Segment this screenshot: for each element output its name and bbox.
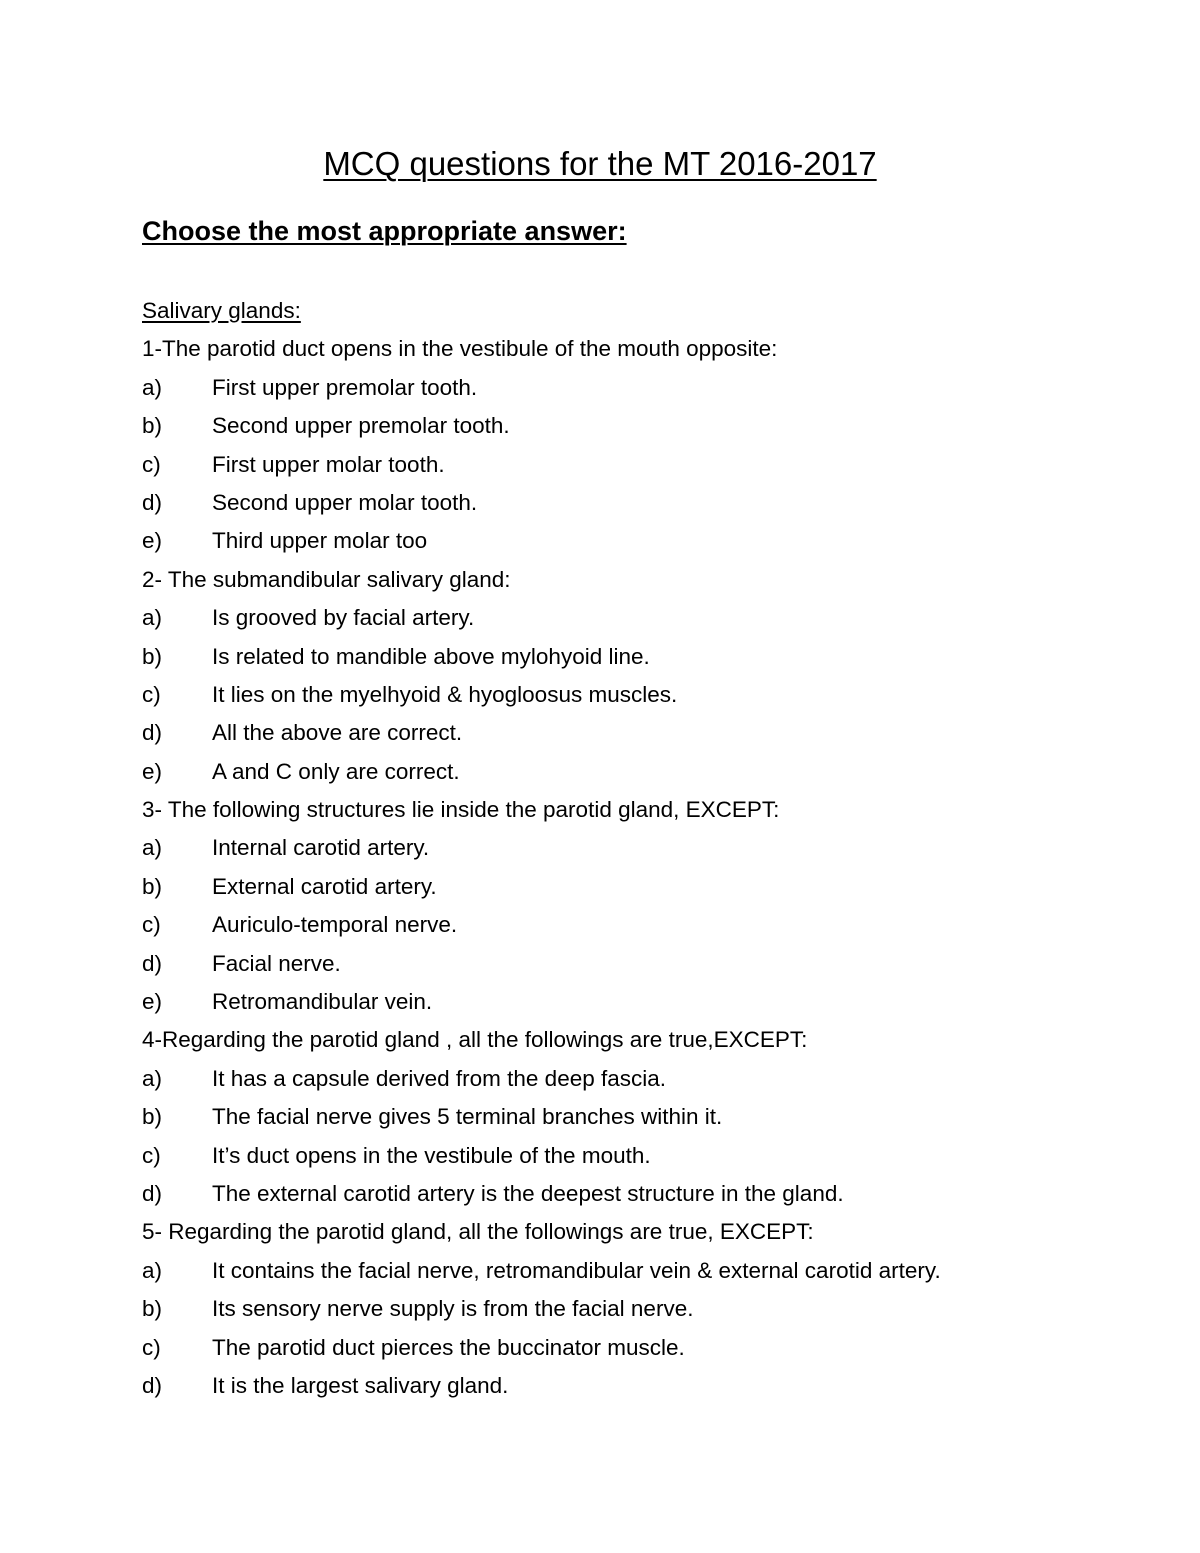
option-text: External carotid artery. [212,873,437,899]
question-5-option-c [142,1329,1142,1367]
question-1-option-c [142,446,1142,484]
question-2-option-e [142,753,1142,791]
question-3-option-b [142,868,1142,906]
option-text: The parotid duct pierces the buccinator muscle. [212,1334,685,1360]
option-letter: c) [142,1142,161,1168]
question-4-option-a [142,1060,1142,1098]
option-letter: c) [142,451,161,477]
question-4-option-b [142,1098,1142,1136]
option-text: All the above are correct. [212,720,463,746]
section-heading: Salivary glands: [142,298,301,323]
option-letter: d) [142,1372,163,1398]
option-letter: d) [142,950,163,976]
option-letter: b) [142,643,163,669]
option-letter: b) [142,413,163,439]
option-text: Third upper molar too [212,528,428,554]
option-text: It has a capsule derived from the deep fascia. [212,1065,667,1091]
question-3-option-c [142,906,1142,944]
question-1-option-b [142,407,1142,445]
option-letter: e) [142,758,163,784]
question-4-option-c [142,1137,1142,1175]
option-text: It’s duct opens in the vestibule of the mouth. [212,1142,651,1168]
instruction-heading: Choose the most appropriate answer: [142,216,627,246]
option-letter: a) [142,1257,163,1283]
option-letter: d) [142,720,163,746]
question-1-option-e [142,522,1142,560]
question-5-option-a [142,1252,1142,1290]
option-letter: a) [142,605,163,631]
question-5: 5- Regarding the parotid gland, all the followings are true, EXCEPT: [142,1219,814,1245]
option-text: A and C only are correct. [212,758,460,784]
question-2-option-b [142,638,1142,676]
option-text: The external carotid artery is the deepest structure in the gland. [212,1180,844,1206]
option-text: Retromandibular vein. [212,989,433,1015]
option-letter: d) [142,1180,163,1206]
option-letter: b) [142,873,163,899]
question-4-option-d [142,1175,1142,1213]
question-2-option-c [142,676,1142,714]
option-text: Is related to mandible above mylohyoid line. [212,643,650,669]
document-body [142,292,1142,1405]
question-1-option-a [142,369,1142,407]
option-text: Second upper premolar tooth. [212,413,510,439]
option-letter: b) [142,1104,163,1130]
question-2: 2- The submandibular salivary gland: [142,566,511,592]
option-text: It contains the facial nerve, retromandibular vein & external carotid artery. [212,1257,941,1283]
option-letter: c) [142,1334,161,1360]
option-letter: e) [142,989,163,1015]
option-letter: e) [142,528,163,554]
option-text: First upper premolar tooth. [212,374,478,400]
option-text: It lies on the myelhyoid & hyogloosus muscles. [212,681,678,707]
option-text: First upper molar tooth. [212,451,445,477]
option-letter: c) [142,912,161,938]
option-text: Its sensory nerve supply is from the facial nerve. [212,1296,694,1322]
question-3-option-e [142,983,1142,1021]
option-text: The facial nerve gives 5 terminal branches within it. [212,1104,723,1130]
question-5-option-b [142,1290,1142,1328]
question-3: 3- The following structures lie inside the parotid gland, EXCEPT: [142,797,780,823]
option-text: Is grooved by facial artery. [212,605,475,631]
question-4: 4-Regarding the parotid gland , all the followings are true,EXCEPT: [142,1027,808,1053]
question-2-option-a [142,599,1142,637]
question-1-option-d [142,484,1142,522]
question-1: 1-The parotid duct opens in the vestibule of the mouth opposite: [142,336,778,362]
option-letter: c) [142,681,161,707]
question-2-option-d [142,714,1142,752]
option-letter: a) [142,374,163,400]
option-letter: b) [142,1296,163,1322]
page-title: MCQ questions for the MT 2016-2017 [323,145,877,182]
option-letter: a) [142,1065,163,1091]
option-text: Second upper molar tooth. [212,489,478,515]
question-3-option-a [142,829,1142,867]
option-letter: a) [142,835,163,861]
question-5-option-d [142,1367,1142,1405]
option-text: It is the largest salivary gland. [212,1372,509,1398]
question-3-option-d [142,945,1142,983]
option-text: Auriculo-temporal nerve. [212,912,458,938]
option-text: Facial nerve. [212,950,341,976]
option-letter: d) [142,489,163,515]
option-text: Internal carotid artery. [212,835,430,861]
